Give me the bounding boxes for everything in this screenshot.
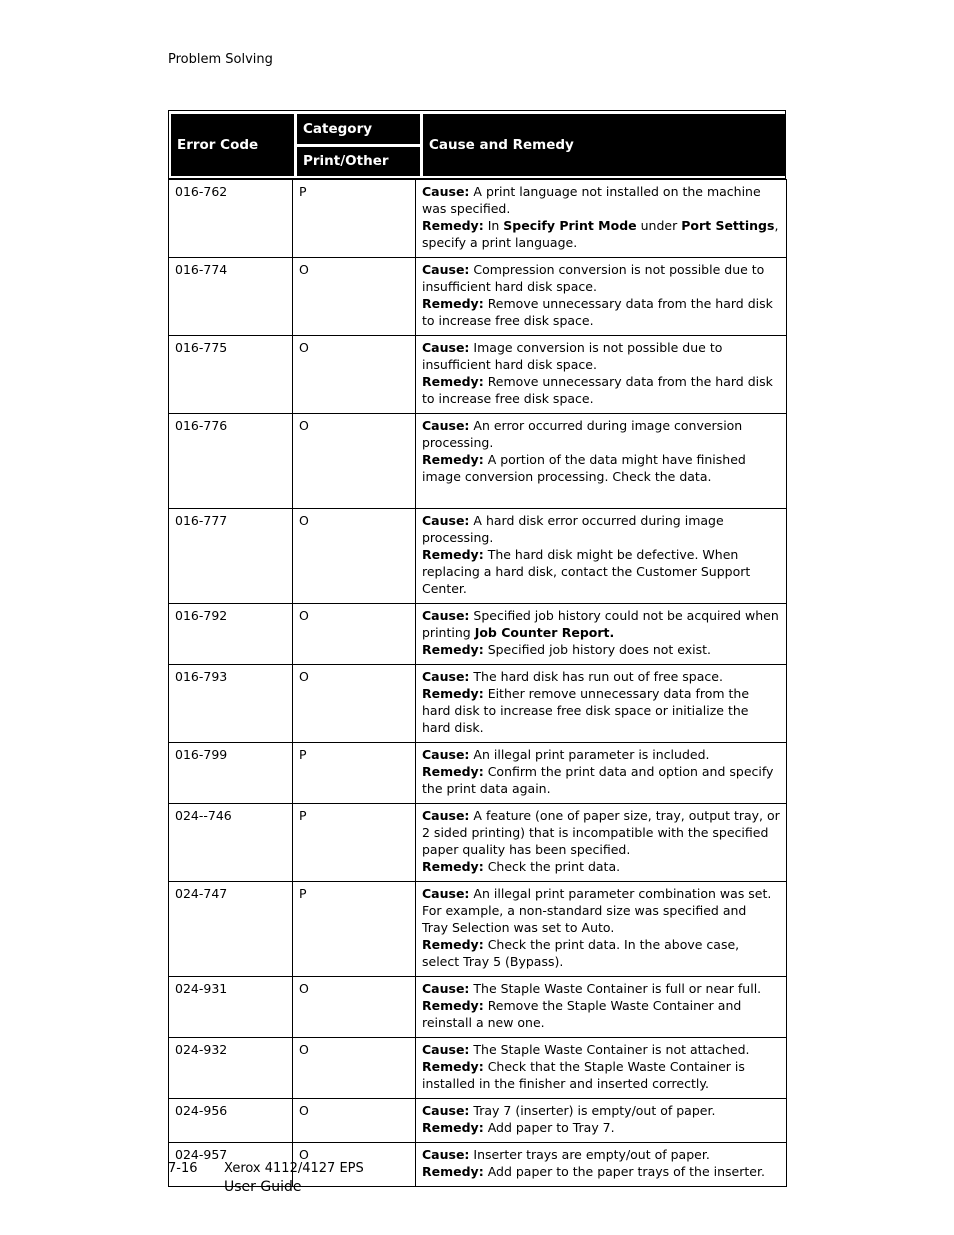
running-head: Problem Solving <box>168 52 273 67</box>
error-code: 024-957 <box>169 1143 293 1187</box>
cause-label: Cause: <box>422 1103 470 1118</box>
table-row <box>169 1038 787 1099</box>
category: O <box>293 977 416 1038</box>
cause-remedy <box>416 1143 787 1187</box>
category: P <box>293 804 416 882</box>
table-row <box>169 977 787 1038</box>
cause-label: Cause: <box>422 1147 470 1162</box>
category: O <box>293 665 416 743</box>
remedy-text-post: , specify a print language. <box>422 218 779 250</box>
table-header <box>171 114 785 176</box>
cause-remedy <box>416 509 787 604</box>
guide-name: User Guide <box>224 1179 302 1195</box>
category: O <box>293 1038 416 1099</box>
cause-text: The Staple Waste Container is full or near full. <box>473 981 762 996</box>
cause-text: Tray 7 (inserter) is empty/out of paper. <box>473 1103 716 1118</box>
remedy-label: Remedy: <box>422 1059 484 1074</box>
cause-label: Cause: <box>422 418 470 433</box>
remedy-text: Either remove unnecessary data from the hard disk to increase free disk space or initialize the hard disk. <box>422 686 750 735</box>
cause-text: An illegal print parameter combination was set. For example, a non-standard size was specified and <box>422 886 772 918</box>
cause-text: Inserter trays are empty/out of paper. <box>473 1147 710 1162</box>
remedy-text: Remove unnecessary data from the hard disk to increase free disk space. <box>422 296 773 328</box>
cause-text: An error occurred during image conversion processing. <box>422 418 743 450</box>
remedy-text-mid: under <box>636 218 682 233</box>
table-row <box>169 258 787 336</box>
category: O <box>293 1143 416 1187</box>
table-row <box>169 665 787 743</box>
header-category: Category <box>297 114 423 147</box>
error-code: 016-776 <box>169 414 293 509</box>
cause-text: A hard disk error occurred during image processing. <box>422 513 724 545</box>
category: O <box>293 509 416 604</box>
table-row <box>169 414 787 509</box>
table-row <box>169 882 787 977</box>
error-code: 016-799 <box>169 743 293 804</box>
remedy-text: Remove the Staple Waste Container and reinstall a new one. <box>422 998 742 1030</box>
cause-text-line2: Tray Selection was set to Auto. <box>422 920 615 935</box>
error-code: 016-762 <box>169 180 293 258</box>
cause-text: Compression conversion is not possible due to insufficient hard disk space. <box>422 262 765 294</box>
error-code: 024--746 <box>169 804 293 882</box>
cause-remedy <box>416 336 787 414</box>
cause-text-pre: Specified job history could not be acquired when printing <box>422 608 779 640</box>
table-row <box>169 1099 787 1143</box>
remedy-text: Add paper to Tray 7. <box>487 1120 615 1135</box>
cause-remedy <box>416 743 787 804</box>
cause-remedy <box>416 665 787 743</box>
remedy-label: Remedy: <box>422 218 484 233</box>
cause-label: Cause: <box>422 747 470 762</box>
category: O <box>293 258 416 336</box>
remedy-label: Remedy: <box>422 686 484 701</box>
cause-text: A print language not installed on the machine was specified. <box>422 184 761 216</box>
table-row <box>169 604 787 665</box>
remedy-emphasis: Port Settings <box>681 218 775 233</box>
remedy-text: A portion of the data might have finished image conversion processing. Check the data. <box>422 452 746 484</box>
error-code: 016-777 <box>169 509 293 604</box>
cause-emphasis: Job Counter Report. <box>474 625 615 640</box>
remedy-label: Remedy: <box>422 1164 484 1179</box>
cause-text: An illegal print parameter is included. <box>473 747 710 762</box>
remedy-text: Specified job history does not exist. <box>487 642 711 657</box>
cause-remedy <box>416 977 787 1038</box>
remedy-label: Remedy: <box>422 998 484 1013</box>
header-cause-remedy: Cause and Remedy <box>423 114 785 176</box>
header-print-other: Print/Other <box>297 147 423 176</box>
remedy-label: Remedy: <box>422 374 484 389</box>
cause-remedy <box>416 258 787 336</box>
cause-label: Cause: <box>422 184 470 199</box>
page-footer <box>168 1160 364 1196</box>
remedy-emphasis: Specify Print Mode <box>503 218 637 233</box>
category: P <box>293 180 416 258</box>
cause-label: Cause: <box>422 1042 470 1057</box>
table-row <box>169 509 787 604</box>
table-row <box>169 336 787 414</box>
cause-label: Cause: <box>422 669 470 684</box>
remedy-text: Add paper to the paper trays of the inserter. <box>487 1164 765 1179</box>
remedy-label: Remedy: <box>422 1120 484 1135</box>
cause-remedy <box>416 1038 787 1099</box>
remedy-label: Remedy: <box>422 859 484 874</box>
table-row <box>169 743 787 804</box>
error-code: 024-932 <box>169 1038 293 1099</box>
error-code: 016-774 <box>169 258 293 336</box>
remedy-text: Check the print data. <box>487 859 621 874</box>
cause-remedy <box>416 882 787 977</box>
cause-label: Cause: <box>422 513 470 528</box>
cause-label: Cause: <box>422 262 470 277</box>
remedy-label: Remedy: <box>422 452 484 467</box>
cause-remedy <box>416 414 787 509</box>
cause-label: Cause: <box>422 981 470 996</box>
cause-text: The Staple Waste Container is not attached. <box>473 1042 750 1057</box>
cause-remedy <box>416 1099 787 1143</box>
table-row <box>169 180 787 258</box>
cause-label: Cause: <box>422 886 470 901</box>
error-code: 024-931 <box>169 977 293 1038</box>
page-number: 7-16 <box>168 1161 198 1176</box>
category: P <box>293 882 416 977</box>
error-code: 016-792 <box>169 604 293 665</box>
category: O <box>293 1099 416 1143</box>
cause-remedy <box>416 604 787 665</box>
error-code: 016-775 <box>169 336 293 414</box>
remedy-label: Remedy: <box>422 547 484 562</box>
cause-text: A feature (one of paper size, tray, output tray, or 2 sided printing) that is incompatible with the specified paper quality has been specified. <box>422 808 780 857</box>
cause-text: The hard disk has run out of free space. <box>473 669 723 684</box>
table-row <box>169 804 787 882</box>
remedy-text: Check the print data. In the above case, select Tray 5 (Bypass). <box>422 937 740 969</box>
category: O <box>293 414 416 509</box>
cause-remedy <box>416 804 787 882</box>
error-code: 024-747 <box>169 882 293 977</box>
category: O <box>293 336 416 414</box>
remedy-label: Remedy: <box>422 642 484 657</box>
table-header-box <box>168 110 786 179</box>
remedy-label: Remedy: <box>422 764 484 779</box>
cause-label: Cause: <box>422 808 470 823</box>
error-code-table <box>168 110 786 1187</box>
remedy-text: The hard disk might be defective. When replacing a hard disk, contact the Customer Support Center. <box>422 547 751 596</box>
remedy-text: Check that the Staple Waste Container is installed in the finisher and inserted correctly. <box>422 1059 745 1091</box>
error-code: 024-956 <box>169 1099 293 1143</box>
product-name: Xerox 4112/4127 EPS <box>224 1161 364 1176</box>
header-error-code: Error Code <box>171 114 297 176</box>
remedy-label: Remedy: <box>422 296 484 311</box>
table-body <box>168 179 787 1187</box>
remedy-text-pre: In <box>487 218 504 233</box>
remedy-text: Confirm the print data and option and specify the print data again. <box>422 764 774 796</box>
cause-label: Cause: <box>422 340 470 355</box>
category: P <box>293 743 416 804</box>
cause-text: Image conversion is not possible due to insufficient hard disk space. <box>422 340 723 372</box>
cause-label: Cause: <box>422 608 470 623</box>
error-code: 016-793 <box>169 665 293 743</box>
category: O <box>293 604 416 665</box>
remedy-text: Remove unnecessary data from the hard disk to increase free disk space. <box>422 374 773 406</box>
cause-remedy <box>416 180 787 258</box>
remedy-label: Remedy: <box>422 937 484 952</box>
